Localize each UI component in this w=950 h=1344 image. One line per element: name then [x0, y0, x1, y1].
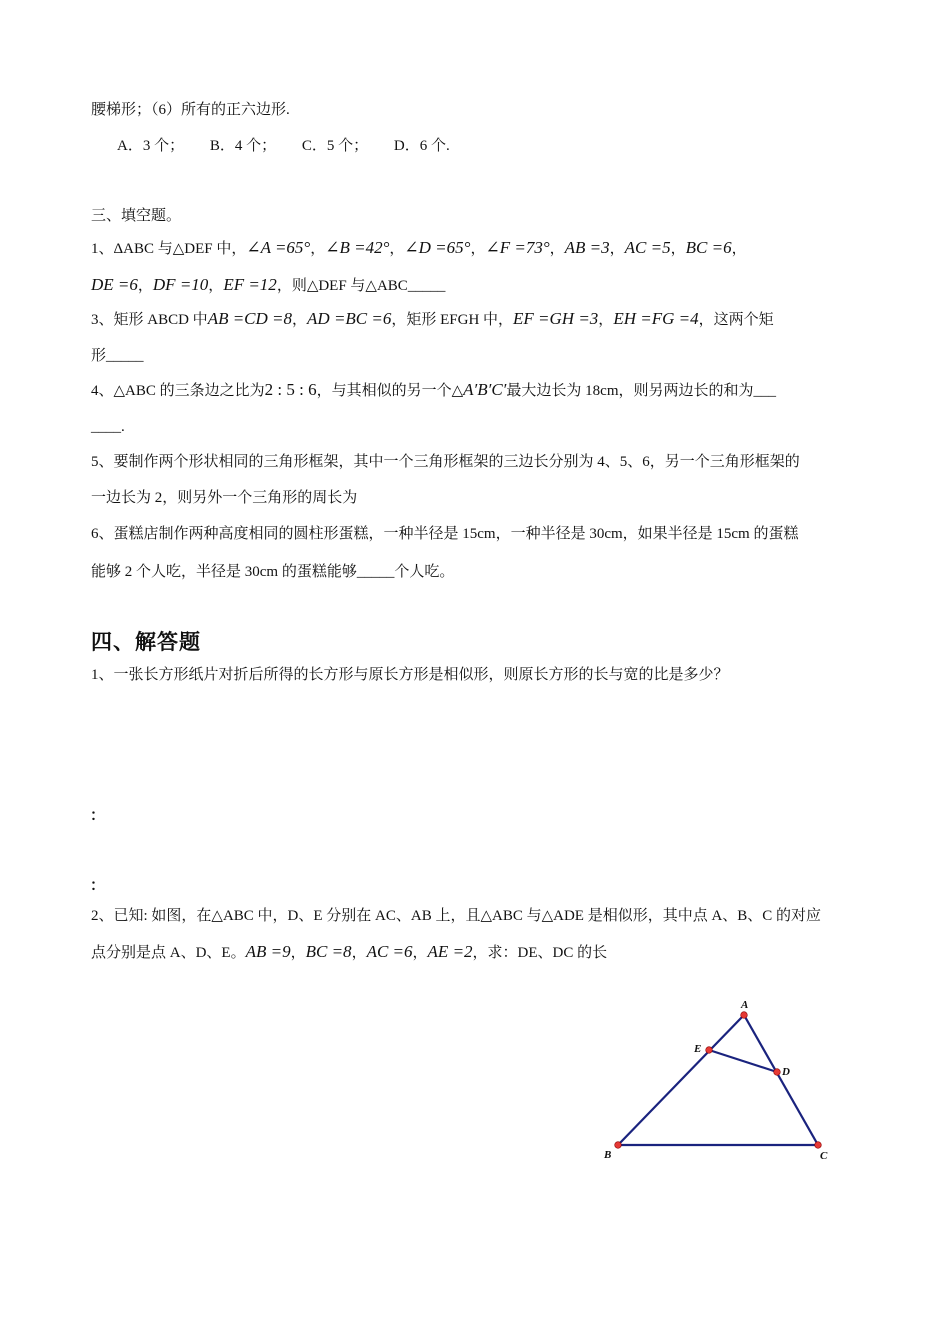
point-a	[741, 1012, 748, 1019]
option-c: C．5 个；	[301, 138, 369, 154]
side-ac	[744, 1015, 818, 1145]
fill-question-5-cont: 一边长为 2，则另外一个三角形的周长为	[91, 490, 358, 506]
fill-question-3: 3、矩形 ABCD 中AB =CD =8，AD =BC =6，矩形 EFGH 中，EF =GH =3，EH =FG =4，这两个矩	[91, 309, 774, 328]
label-c: C	[820, 1150, 828, 1162]
point-d	[774, 1069, 781, 1076]
side-ab	[618, 1015, 744, 1145]
fill-question-5: 5、要制作两个形状相同的三角形框架，其中一个三角形框架的三边长分别为 4、5、6，另一个三角形框架的	[91, 454, 800, 470]
point-b	[615, 1142, 622, 1149]
fill-question-1: 1、ΔABC 与△DEF 中，∠A =65°，∠B =42°，∠D =65°，∠F =73°，AB =3，AC =5，BC =6，	[91, 238, 747, 257]
solve-question-2: 2、已知: 如图，在△ABC 中，D、E 分别在 AC、AB 上，且△ABC 与△ADE 是相似形，其中点 A、B、C 的对应	[91, 908, 822, 924]
option-d: D．6 个.	[393, 138, 450, 154]
fill-question-4-cont: ____.	[91, 419, 125, 435]
option-b: B．4 个；	[209, 138, 277, 154]
label-b: B	[604, 1149, 612, 1161]
label-e: E	[694, 1043, 702, 1055]
answer-options	[117, 136, 450, 156]
fill-question-4: 4、△ABC 的三条边之比为2 : 5 : 6，与其相似的另一个△A′B′C′最大边长为 18cm，则另两边长的和为___	[91, 380, 776, 399]
option-a: A．3 个；	[117, 138, 185, 154]
section-3-title: 三、填空题。	[91, 208, 182, 224]
fill-question-1-cont: DE =6，DF =10，EF =12，则△DEF 与△ABC_____	[91, 275, 446, 294]
solve-question-2-cont: 点分别是点 A、D、E。AB =9，BC =8，AC =6，AE =2，求：DE、DC 的长	[91, 942, 608, 961]
section-4-title: 四、解答题	[91, 630, 201, 654]
fill-question-3-cont: 形_____	[91, 348, 144, 364]
solve-question-1: 1、一张长方形纸片对折后所得的长方形与原长方形是相似形，则原长方形的长与宽的比是多少？	[91, 667, 729, 683]
mark-colon-1: ：	[90, 808, 106, 824]
point-e	[706, 1047, 713, 1054]
point-c	[815, 1142, 822, 1149]
fill-question-6-cont: 能够 2 个人吃，半径是 30cm 的蛋糕能够_____个人吃。	[91, 564, 455, 580]
triangle-figure	[595, 990, 845, 1170]
mark-colon-2: ：	[90, 878, 106, 894]
label-a: A	[741, 999, 749, 1011]
continued-question-line: 腰梯形；（6）所有的正六边形.	[91, 102, 290, 118]
label-d: D	[782, 1066, 790, 1078]
fill-question-6: 6、蛋糕店制作两种高度相同的圆柱形蛋糕，一种半径是 15cm，一种半径是 30cm，如果半径是 15cm 的蛋糕	[91, 526, 799, 542]
